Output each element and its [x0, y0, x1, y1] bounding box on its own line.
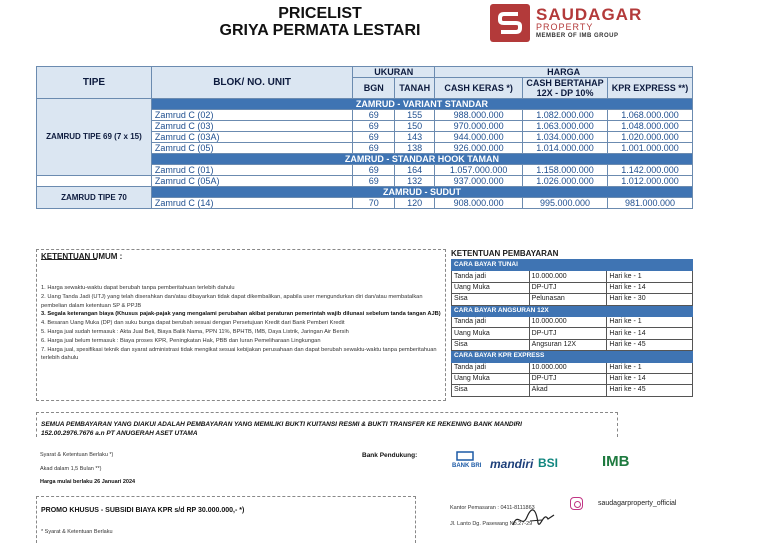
terms-item: 4. Besaran Uang Muka (DP) dan suku bunga dapat berubah sesuai dengan Persetujuan Kredit dari Bank Pemberi Kredit [41, 320, 345, 327]
promo-box [36, 496, 416, 543]
payment-cell: Sisa [452, 385, 530, 396]
blok-cell: Zamrud C (05A) [151, 176, 352, 187]
kpr-cell: 1.020.000.000 [607, 132, 692, 143]
header-cash-keras: CASH KERAS *) [435, 78, 523, 99]
payment-cell: Uang Muka [452, 282, 530, 293]
section-hook-taman: ZAMRUD - STANDAR HOOK TAMAN [151, 154, 692, 165]
tanah-cell: 155 [395, 110, 435, 121]
table-row [452, 316, 693, 327]
bgn-cell: 69 [353, 132, 395, 143]
office-address: Jl. Lanto Dg. Pasewang No.27-29 [450, 521, 533, 527]
payment-cell: Uang Muka [452, 373, 530, 384]
bank-notice-box [36, 412, 618, 437]
tipe-zamrud-70: ZAMRUD TIPE 70 [37, 187, 152, 209]
table-row [37, 176, 693, 187]
cash-bertahap-cell: 1.158.000.000 [523, 165, 608, 176]
kpr-cell: 1.068.000.000 [607, 110, 692, 121]
payment-cell: DP-UTJ [529, 328, 607, 339]
payment-group-kpr: CARA BAYAR KPR EXPRESS [452, 351, 693, 362]
blok-cell: Zamrud C (14) [151, 198, 352, 209]
blok-cell: Zamrud C (05) [151, 143, 352, 154]
instagram-icon [570, 497, 583, 510]
section-variant-standar: ZAMRUD - VARIANT STANDAR [151, 99, 692, 110]
bgn-cell: 69 [353, 143, 395, 154]
payment-cell: 10.000.000 [529, 271, 607, 282]
table-row [452, 271, 693, 282]
payment-cell: Tanda jadi [452, 362, 530, 373]
payment-cell: Hari ke - 45 [607, 339, 693, 350]
cash-keras-cell: 944.000.000 [435, 132, 523, 143]
bank-notice-line-1: SEMUA PEMBAYARAN YANG DIAKUI ADALAH PEMBAYARAN YANG MEMILIKI BUKTI KUITANSI RESMI & BUKTI TRANSFER KE REKENING BANK MANDIRI [41, 421, 522, 428]
tanah-cell: 143 [395, 132, 435, 143]
payment-cell: Pelunasan [529, 294, 607, 305]
payment-cell: Hari ke - 14 [607, 373, 693, 384]
payment-cell: DP-UTJ [529, 373, 607, 384]
kpr-cell: 981.000.000 [607, 198, 692, 209]
terms-item: 3. Segala keterangan biaya (Khusus pajak-pajak yang mengalami perubahan akibat peraturan pemerintah wajib dilunasi sebelum tanda tangan AJB) [41, 311, 441, 318]
cash-bertahap-cell: 1.034.000.000 [523, 132, 608, 143]
terms-item: 1. Harga sewaktu-waktu dapat berubah tanpa pemberitahuan terlebih dahulu [41, 285, 235, 291]
cash-bertahap-cell: 1.014.000.000 [523, 143, 608, 154]
office-phone: Kantor Pemasaran : 0411-8111863 [450, 505, 535, 511]
syarat-note: Syarat & Ketentuan Berlaku *) [40, 452, 114, 458]
payment-cell: Uang Muka [452, 328, 530, 339]
title-line-1: PRICELIST [278, 5, 362, 22]
bgn-cell: 69 [353, 121, 395, 132]
bsi-logo: BSI [538, 456, 559, 470]
akad-note: Akad dalam 1,5 Bulan **) [40, 466, 102, 472]
terms-underline [41, 259, 97, 260]
payment-group-tunai: CARA BAYAR TUNAI [452, 260, 693, 271]
header-ukuran: UKURAN [353, 67, 435, 78]
header-kpr-express: KPR EXPRESS **) [607, 78, 692, 99]
tanah-cell: 120 [395, 198, 435, 209]
logo-group: MEMBER OF IMB GROUP [536, 33, 619, 39]
tanah-cell: 164 [395, 165, 435, 176]
header-harga: HARGA [435, 67, 693, 78]
payment-cell: 10.000.000 [529, 316, 607, 327]
kpr-cell: 1.048.000.000 [607, 121, 692, 132]
bgn-cell: 69 [353, 165, 395, 176]
terms-list [41, 284, 445, 363]
terms-item: 5. Harga jual sudah termasuk : Akta Jual Beli, Biaya Balik Nama, PPN 11%, BPHTB, IMB, Daya Listrik, Jaringan Air Bersih [41, 328, 349, 335]
payment-table [451, 259, 693, 397]
tanah-cell: 138 [395, 143, 435, 154]
header-tipe: TIPE [37, 67, 152, 99]
payment-group-angsuran: CARA BAYAR ANGSURAN 12X [452, 305, 693, 316]
payment-cell: Hari ke - 30 [607, 294, 693, 305]
tanah-cell: 150 [395, 121, 435, 132]
terms-item: 7. Harga jual, spesifikasi teknik dan syarat administrasi tidak mengikat sesuai kebijakan perusahaan dan dapat berubah sewaktu-waktu tanpa pemberitahuan terlebih dahulu [41, 346, 437, 362]
valid-date-note: Harga mulai berlaku 26 Januari 2024 [40, 479, 136, 485]
saudagar-logo [490, 4, 690, 44]
table-row [452, 294, 693, 305]
price-table [36, 66, 693, 209]
payment-cell: Hari ke - 45 [607, 385, 693, 396]
blok-cell: Zamrud C (01) [151, 165, 352, 176]
table-row [452, 385, 693, 396]
terms-item: 6. Harga jual belum termasuk : Biaya proses KPR, Peningkatan Hak, PBB dan Iuran Pemeliharaan Lingkungan [41, 337, 321, 344]
table-row [452, 339, 693, 350]
bank-pendukung-label: Bank Pendukung: [362, 452, 418, 459]
tanah-cell: 132 [395, 176, 435, 187]
payment-cell: Hari ke - 14 [607, 328, 693, 339]
mandiri-logo [490, 457, 533, 471]
table-row [452, 362, 693, 373]
cash-keras-cell: 926.000.000 [435, 143, 523, 154]
cash-bertahap-cell: 1.026.000.000 [523, 176, 608, 187]
payment-cell: Hari ke - 14 [607, 282, 693, 293]
bank-notice-line-2: 152.00.2976.7676 a.n PT ANUGERAH ASET UTAMA [41, 430, 198, 437]
cash-keras-cell: 1.057.000.000 [435, 165, 523, 176]
payment-cell: Hari ke - 1 [607, 362, 693, 373]
header-bgn: BGN [353, 78, 395, 99]
mandiri-text: mandiri [490, 457, 534, 471]
cash-bertahap-cell: 1.082.000.000 [523, 110, 608, 121]
bgn-cell: 69 [353, 110, 395, 121]
promo-text: PROMO KHUSUS - SUBSIDI BIAYA KPR s/d RP 30.000.000,- *) [41, 507, 245, 514]
payment-cell: Sisa [452, 294, 530, 305]
terms-title: KETENTUAN UMUM : [41, 252, 123, 261]
logo-s-icon [490, 4, 530, 42]
header-tanah: TANAH [395, 78, 435, 99]
header-blok: BLOK/ NO. UNIT [151, 67, 352, 99]
kpr-cell: 1.001.000.000 [607, 143, 692, 154]
cash-keras-cell: 988.000.000 [435, 110, 523, 121]
bgn-cell: 69 [353, 176, 395, 187]
payment-cell: Akad [529, 385, 607, 396]
cash-keras-cell: 908.000.000 [435, 198, 523, 209]
payment-cell: Tanda jadi [452, 316, 530, 327]
bank-notice [41, 420, 522, 438]
table-row [452, 282, 693, 293]
payment-cell: Hari ke - 1 [607, 316, 693, 327]
payment-cell: DP-UTJ [529, 282, 607, 293]
cash-bertahap-cell: 995.000.000 [523, 198, 608, 209]
promo-note: * Syarat & Ketentuan Berlaku [41, 529, 113, 535]
payment-title: KETENTUAN PEMBAYARAN [451, 249, 559, 258]
imb-logo: IMB [602, 453, 630, 470]
kpr-cell: 1.142.000.000 [607, 165, 692, 176]
bgn-cell: 70 [353, 198, 395, 209]
payment-cell: 10.000.000 [529, 362, 607, 373]
bri-logo: BANK BRI [452, 463, 482, 469]
pricelist-title [200, 5, 440, 39]
tipe-spacer [37, 176, 152, 187]
signature [510, 505, 558, 533]
kpr-cell: 1.012.000.000 [607, 176, 692, 187]
logo-name: SAUDAGAR [536, 5, 643, 24]
cash-keras-cell: 970.000.000 [435, 121, 523, 132]
bank-logos [452, 451, 642, 473]
payment-cell: Tanda jadi [452, 271, 530, 282]
payment-section [451, 249, 693, 397]
tipe-zamrud-69: ZAMRUD TIPE 69 (7 x 15) [37, 99, 152, 176]
table-row [452, 328, 693, 339]
bri-logo-icon [456, 451, 474, 461]
blok-cell: Zamrud C (03) [151, 121, 352, 132]
instagram-handle: saudagarproperty_official [598, 500, 677, 507]
payment-cell: Sisa [452, 339, 530, 350]
payment-cell: Angsuran 12X [529, 339, 607, 350]
section-sudut: ZAMRUD - SUDUT [151, 187, 692, 198]
logo-sub: PROPERTY [536, 22, 594, 32]
blok-cell: Zamrud C (02) [151, 110, 352, 121]
terms-item: 2. Uang Tanda Jadi (UTJ) yang telah diserahkan dan/atau dibayarkan tidak dapat dikembalikan, apabila user mengundurkan diri dan/atau membatalkan pembelian dalam ketentuan SP & PPJB [41, 293, 423, 309]
table-row [452, 373, 693, 384]
terms-box [36, 249, 446, 401]
cash-bertahap-cell: 1.063.000.000 [523, 121, 608, 132]
header-cash-bertahap: CASH BERTAHAP 12X - DP 10% [523, 78, 608, 99]
blok-cell: Zamrud C (03A) [151, 132, 352, 143]
payment-cell: Hari ke - 1 [607, 271, 693, 282]
cash-keras-cell: 937.000.000 [435, 176, 523, 187]
title-line-2: GRIYA PERMATA LESTARI [219, 22, 421, 39]
